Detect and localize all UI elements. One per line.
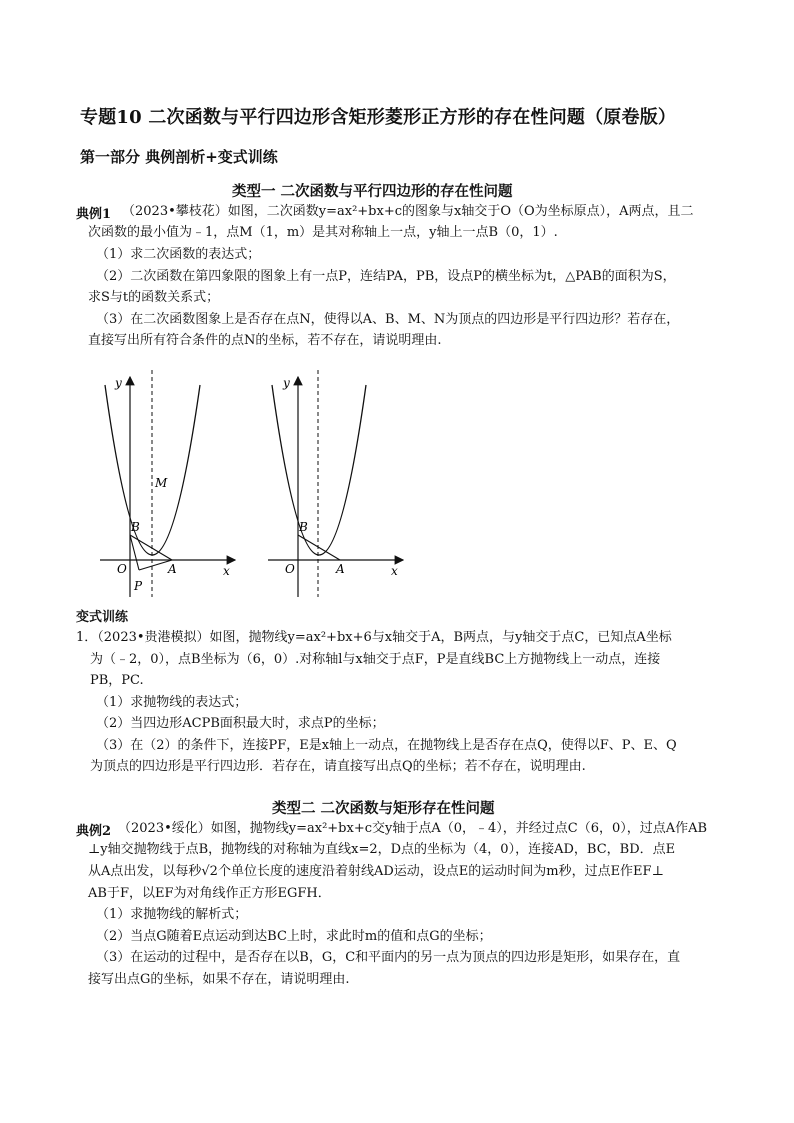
section2-heading: 类型二 二次函数与矩形存在性问题	[272, 800, 495, 817]
o-label: O	[285, 562, 295, 576]
p-label: P	[134, 579, 143, 593]
variant-line-1: 1．（2023•贵港模拟）如图，抛物线y=ax²+bx+6与x轴交于A，B两点，与y轴交于点C，已知点A坐标	[76, 630, 672, 645]
y-label: y	[115, 376, 122, 390]
o-label: O	[117, 562, 127, 576]
example2-line-8: 接写出点G的坐标，如果不存在，请说明理由.	[88, 972, 350, 987]
variant-line-4: （1）求抛物线的表达式；	[96, 695, 248, 710]
b-label: B	[131, 520, 140, 534]
example2-line-2: ⊥y轴交抛物线于点B，抛物线的对称轴为直线x=2，D点的坐标为（4，0），连接AD，BC，BD．点E	[88, 842, 676, 857]
variant-line-2: 为（﹣2，0），点B坐标为（6，0）.对称轴l与x轴交于点F，P是直线BC上方抛物线上一动点，连接	[90, 652, 661, 667]
figure-1	[100, 370, 235, 597]
x-label: x	[223, 564, 230, 578]
section1-heading: 类型一 二次函数与平行四边形的存在性问题	[232, 183, 513, 200]
y-label: y	[283, 376, 290, 390]
figure-2	[268, 370, 403, 597]
example1-line-7: 直接写出所有符合条件的点N的坐标，若不存在，请说明理由.	[88, 333, 442, 348]
page-title: 专题10 二次函数与平行四边形含矩形菱形正方形的存在性问题（原卷版）	[80, 107, 677, 128]
example1-line-6: （3）在二次函数图象上是否存在点N，使得以A、B、M、N为顶点的四边形是平行四边形？若存在，	[96, 312, 680, 327]
segment-ba	[130, 535, 172, 560]
example1-label: 典例1	[76, 207, 112, 222]
example1-line-4: （2）二次函数在第四象限的图象上有一点P，连结PA，PB，设点P的横坐标为t，△PAB的面积为S，	[96, 269, 676, 284]
variant-line-7: 为顶点的四边形是平行四边形．若存在，请直接写出点Q的坐标；若不存在，说明理由.	[90, 759, 586, 774]
example1-line-1: （2023•攀枝花）如图，二次函数y=ax²+bx+c的图象与x轴交于O（O为坐标原点），A两点，且二	[122, 204, 694, 219]
example1-line-3: （1）求二次函数的表达式；	[96, 247, 261, 262]
variant-line-3: PB，PC.	[90, 673, 144, 688]
example1-figures	[90, 365, 420, 605]
example2-line-7: （3）在运动的过程中，是否存在以B，G，C和平面内的另一点为顶点的四边形是矩形，如果存在，直	[96, 950, 681, 965]
variant-label: 变式训练	[76, 610, 129, 625]
part-heading: 第一部分 典例剖析+变式训练	[80, 148, 278, 166]
example2-line-4: AB于F，以EF为对角线作正方形EGFH．	[88, 886, 331, 901]
example2-line-6: （2）当点G随着E点运动到达BC上时，求此时m的值和点G的坐标；	[96, 929, 492, 944]
example2-label: 典例2	[76, 824, 112, 839]
b-label: B	[299, 520, 308, 534]
example1-line-5: 求S与t的函数关系式；	[88, 290, 220, 305]
variant-line-6: （3）在（2）的条件下，连接PF，E是x轴上一动点，在抛物线上是否存在点Q，使得以F、P、E、Q	[96, 738, 677, 753]
a-label: A	[168, 562, 177, 576]
example2-line-5: （1）求抛物线的解析式；	[96, 907, 248, 922]
variant-line-5: （2）当四边形ACPB面积最大时，求点P的坐标；	[96, 716, 385, 731]
example2-line-1: （2023•绥化）如图，抛物线y=ax²+bx+c交y轴于点A（0，﹣4），并经过点C（6，0），过点A作AB	[118, 821, 708, 836]
m-label: M	[155, 476, 168, 490]
a-label: A	[336, 562, 345, 576]
example1-line-2: 次函数的最小值为﹣1，点M（1，m）是其对称轴上一点，y轴上一点B（0，1）.	[88, 225, 558, 240]
parabola	[272, 385, 366, 555]
segment-bp	[130, 535, 139, 570]
example2-line-3: 从A点出发，以每秒√2个单位长度的速度沿着射线AD运动，设点E的运动时间为m秒，过点E作EF⊥	[88, 864, 664, 879]
x-label: x	[391, 564, 398, 578]
